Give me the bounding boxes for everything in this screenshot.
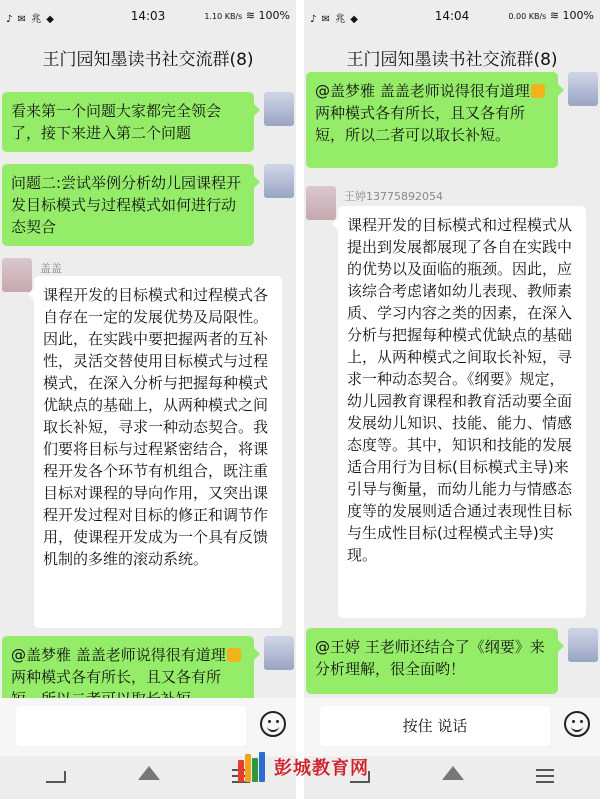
status-time: 14:03 — [130, 9, 166, 23]
message-bubble[interactable]: @王婷 王老师还结合了《纲要》来分析理解，很全面哟！ — [306, 628, 558, 694]
avatar[interactable] — [264, 92, 294, 126]
message-list[interactable] — [304, 82, 600, 698]
status-bar — [304, 0, 600, 34]
sender-name: 盖盖 — [40, 262, 62, 275]
home-icon[interactable] — [138, 766, 160, 780]
message-bubble[interactable]: 课程开发的目标模式和过程模式从提出到发展都展现了各自在实践中的优势以及面临的瓶颈。因此，应该综合考虑诸如幼儿表现、教师素质、学习内容之类的因素，在深入分析与把握每种模式优缺点的基础上，从两种模式之间取长补短，寻求一种动态契合。《纲要》规定，幼儿园教育课程和教育活动要全面发展幼儿知识、技能、能力、情感态度等。其中，知识和技能的发展适合用行为目标(目标模式主导)来引导与衡量，而幼儿能力与情感态度等的发展则适合通过表现性目标与生成性目标(过程模式主导)实现。 — [338, 206, 586, 618]
avatar[interactable] — [264, 164, 294, 198]
chat-screen-right — [304, 0, 600, 799]
status-bar — [0, 0, 296, 34]
avatar[interactable] — [568, 628, 598, 662]
status-right — [508, 9, 594, 22]
network-speed: 1.10 KB/s — [204, 12, 243, 21]
avatar[interactable] — [568, 72, 598, 106]
site-watermark — [238, 748, 378, 788]
sender-name: 王婷13775892054 — [344, 190, 443, 203]
message-input[interactable] — [16, 706, 246, 746]
message-text: @盖梦雅 盖盖老师说得很有道理 — [315, 82, 530, 100]
message-list[interactable] — [0, 86, 296, 698]
watermark-text: 彭城教育网 — [274, 758, 369, 779]
wifi-icon: ≋ — [549, 9, 560, 22]
message-bubble[interactable]: 问题二:尝试举例分析幼儿园课程开发目标模式与过程模式如何进行动态契合 — [2, 164, 254, 246]
thumbs-up-icon — [531, 84, 545, 98]
message-bubble[interactable]: 课程开发的目标模式和过程模式各自存在一定的发展优势及局限性。因此，在实践中要把握两者的互补性，灵活交替使用目标模式与过程模式，在深入分析与把握每种模式优缺点的基础上，从两种模式之间取长补短，寻求一种动态契合。我们要将目标与过程紧密结合，将课程开发各个环节有机组合，既注重目标对课程的导向作用，又突出课程开发过程对目标的修正和调节作用，使课程开发成为一个具有反馈机制的多维的滚动系统。 — [34, 276, 282, 628]
hold-to-talk-button[interactable]: 按住 说话 — [320, 706, 550, 746]
notification-icons: ♪ ✉ 兆 ◆ — [310, 14, 359, 25]
avatar[interactable] — [306, 186, 336, 220]
chat-title: 王门园知墨读书社交流群(8) — [346, 50, 558, 70]
avatar[interactable] — [264, 636, 294, 670]
battery-level: 100% — [562, 9, 594, 22]
emoji-icon[interactable] — [260, 711, 286, 737]
notification-icons: ♪ ✉ 兆 ◆ — [6, 14, 55, 25]
thumbs-up-icon — [227, 648, 241, 662]
books-logo-icon — [238, 752, 270, 782]
menu-icon[interactable] — [536, 769, 554, 783]
network-speed: 0.00 KB/s — [508, 12, 547, 21]
status-right — [204, 9, 290, 22]
wifi-icon: ≋ — [245, 9, 256, 22]
chat-screen-left — [0, 0, 296, 799]
panel-divider — [296, 0, 304, 799]
chat-title: 王门园知墨读书社交流群(8) — [42, 50, 254, 70]
message-text: 两种模式各有所长，且又各有所 — [11, 668, 222, 686]
emoji-icon[interactable] — [564, 711, 590, 737]
back-icon[interactable] — [46, 771, 66, 783]
message-bubble[interactable]: 看来第一个问题大家都完全领会了，接下来进入第二个问题 — [2, 92, 254, 152]
message-bubble[interactable] — [306, 72, 558, 168]
avatar[interactable] — [2, 258, 32, 292]
message-text: @盖梦雅 盖盖老师说得很有道理 — [11, 646, 226, 664]
status-time: 14:04 — [434, 9, 470, 23]
battery-level: 100% — [258, 9, 290, 22]
message-text: 两种模式各有所长，且又各有所短，所以二者可以取长补短。 — [315, 104, 526, 144]
home-icon[interactable] — [442, 766, 464, 780]
